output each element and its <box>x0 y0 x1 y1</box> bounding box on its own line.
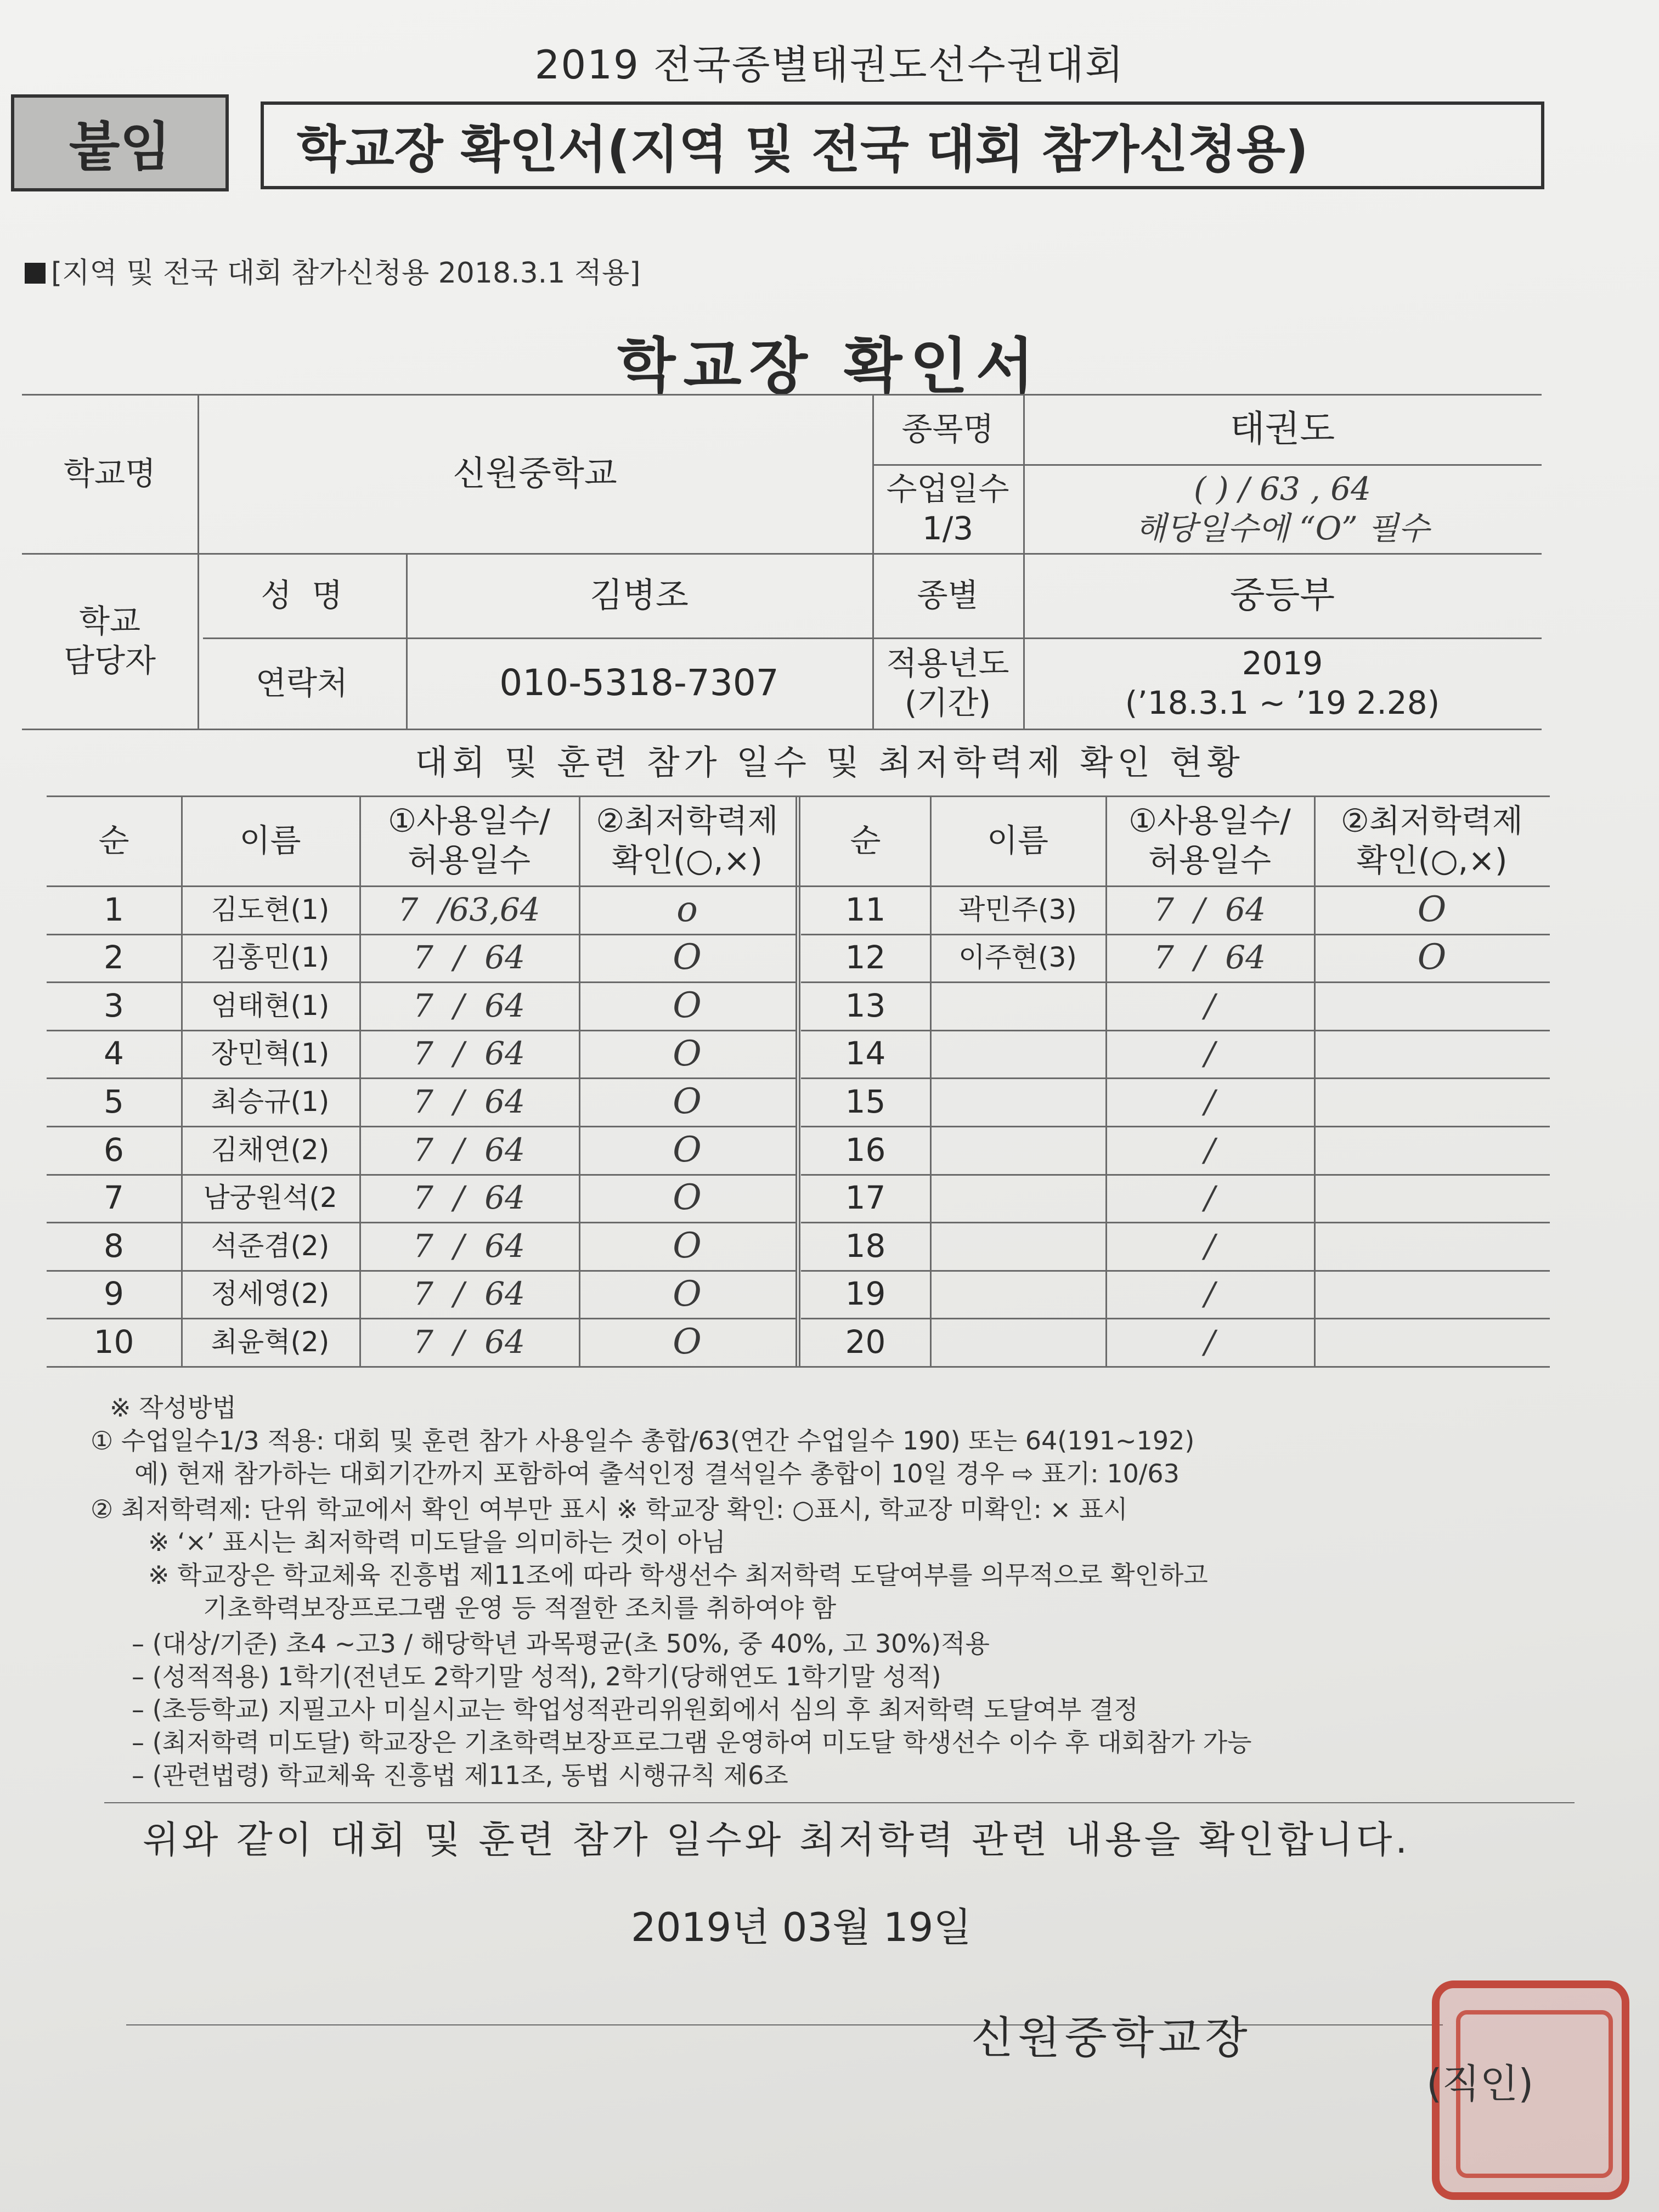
row-check: O <box>673 1129 702 1170</box>
row-check <box>1314 981 1550 1030</box>
header-check-line1: ②최저학력제 <box>596 802 778 839</box>
contact-label: 연락처 <box>255 664 348 702</box>
row-days: 7 / 64 <box>413 1035 525 1073</box>
division: 중등부 <box>1229 573 1335 616</box>
header-name-right: 이름 <box>986 821 1049 859</box>
header-days-line1: ①사용일수/ <box>388 802 550 839</box>
row-days: / <box>1204 1131 1215 1169</box>
note-line: – (대상/기준) 초4 ~고3 / 해당학년 과목평균(초 50%, 중 40%, 고 30%)적용 <box>132 1629 990 1658</box>
header-check-right <box>1314 795 1550 885</box>
row-number: 3 <box>104 986 124 1024</box>
attachment-label: 붙임 <box>11 94 229 191</box>
row-number: 2 <box>104 939 124 977</box>
year-value <box>1023 637 1542 729</box>
stamp-label: (직인) <box>1426 2061 1534 2107</box>
row-divider <box>47 1366 795 1368</box>
class-days-label <box>872 464 1023 553</box>
row-days: 7 / 64 <box>413 1323 525 1361</box>
apply-note <box>25 250 641 291</box>
row-days: 7 / 64 <box>413 1179 525 1217</box>
row-name: 김채연(2) <box>211 1133 330 1166</box>
header-days-line1: ①사용일수/ <box>1128 802 1291 839</box>
note-line: – (관련법령) 학교체육 진흥법 제11조, 동법 시행규칙 제6조 <box>132 1760 788 1790</box>
note-line: – (최저학력 미도달) 학교장은 기초학력보장프로그램 운영하여 미도달 학생선수 이수 후 대회참가 가능 <box>132 1728 1252 1757</box>
event-title: 2019 전국종별태권도선수권대회 <box>534 42 1125 88</box>
note-line: 기초학력보장프로그램 운영 등 적절한 조치를 취하여야 함 <box>203 1593 837 1623</box>
school-name: 신원중학교 <box>453 453 617 494</box>
year-period: (’18.3.1 ~ ’19 2.28) <box>1125 684 1440 721</box>
row-number: 18 <box>845 1227 886 1265</box>
row-check <box>1314 1222 1550 1270</box>
row-number: 7 <box>104 1179 124 1217</box>
header-days-line2: 허용일수 <box>1148 842 1272 879</box>
note-line: – (성적적용) 1학기(전년도 2학기말 성적), 2학기(당해연도 1학기말 성적) <box>132 1662 941 1691</box>
header-check-line2: 확인(○,×) <box>1356 842 1508 879</box>
confirm-date: 2019년 03월 19일 <box>631 1904 972 1950</box>
header-check-line1: ②최저학력제 <box>1340 802 1523 839</box>
row-days: / <box>1204 986 1215 1024</box>
row-name: 곽민주(3) <box>958 893 1077 926</box>
event-type: 태권도 <box>1229 407 1335 450</box>
row-days: / <box>1204 1035 1215 1073</box>
class-days-fraction: ( ) / 63 , 64 <box>1193 470 1372 507</box>
row-days: 7 / 64 <box>413 986 525 1024</box>
row-check <box>1314 1030 1550 1078</box>
contact: 010-5318-7307 <box>499 661 779 704</box>
header-days-left <box>359 795 579 885</box>
row-divider <box>801 1366 1550 1368</box>
row-check: O <box>673 1273 702 1314</box>
header-title: 학교장 확인서(지역 및 전국 대회 참가신청용) <box>261 101 1544 189</box>
doc-title: 학교장 확인서 <box>617 331 1042 402</box>
event-type-label: 종목명 <box>901 410 994 448</box>
row-check <box>1314 1126 1550 1174</box>
manager-label <box>22 553 198 729</box>
row-number: 8 <box>104 1227 124 1265</box>
row-number: 4 <box>104 1035 124 1073</box>
row-days: 7 / 64 <box>413 939 525 977</box>
row-number: 11 <box>845 890 886 928</box>
manager-label-line1: 학교 <box>78 602 141 640</box>
header-days-right <box>1105 795 1314 885</box>
row-check <box>1314 1318 1550 1366</box>
row-number: 13 <box>845 986 886 1024</box>
row-check: O <box>673 1081 702 1122</box>
manager-name: 김병조 <box>590 575 689 616</box>
row-number: 10 <box>93 1323 134 1361</box>
name-label: 성 명 <box>261 576 343 614</box>
row-days: 7 / 64 <box>1154 890 1266 928</box>
header-name-left: 이름 <box>239 821 301 859</box>
confirm-text: 위와 같이 대회 및 훈련 참가 일수와 최저학력 관련 내용을 확인합니다. <box>143 1819 1411 1862</box>
row-name: 이주현(3) <box>958 941 1077 974</box>
note-line: ② 최저학력제: 단위 학교에서 확인 여부만 표시 ※ 학교장 확인: ○표시, 학교장 미확인: × 표시 <box>91 1494 1128 1524</box>
row-number: 14 <box>845 1035 886 1073</box>
header-check-line2: 확인(○,×) <box>612 842 763 879</box>
row-days: 7 / 64 <box>413 1275 525 1313</box>
class-days-note: 해당일수에 “O” 필수 <box>1135 510 1430 547</box>
row-days: 7 / 64 <box>413 1082 525 1120</box>
row-name <box>930 1318 1105 1366</box>
row-name <box>930 1174 1105 1222</box>
row-number: 16 <box>845 1131 886 1169</box>
row-check: O <box>1417 889 1447 930</box>
row-number: 1 <box>104 890 124 928</box>
row-check: O <box>673 937 702 978</box>
row-days: 7 /63,64 <box>398 890 540 928</box>
row-check: o <box>676 889 698 930</box>
header-no-right: 순 <box>850 821 881 859</box>
class-days-value <box>1023 464 1542 553</box>
division-label: 종별 <box>917 576 979 614</box>
row-check: O <box>673 1177 702 1218</box>
row-check: O <box>673 1033 702 1074</box>
row-check <box>1314 1174 1550 1222</box>
row-number: 17 <box>845 1179 886 1217</box>
row-check: O <box>673 1225 702 1266</box>
principal-title: 신원중학교장 <box>971 2012 1252 2063</box>
row-name: 남궁원석(2 <box>203 1182 337 1214</box>
row-name <box>930 1077 1105 1126</box>
year-number: 2019 <box>1242 644 1323 682</box>
year-label-line2: (기간) <box>904 684 991 721</box>
class-days-label-line2: 1/3 <box>922 510 974 547</box>
row-name <box>930 1126 1105 1174</box>
row-name: 정세영(2) <box>211 1278 330 1310</box>
row-check <box>1314 1270 1550 1318</box>
row-number: 12 <box>845 939 886 977</box>
row-name: 최윤혁(2) <box>211 1325 330 1358</box>
row-number: 19 <box>845 1275 886 1313</box>
row-days: / <box>1204 1275 1215 1313</box>
row-days: 7 / 64 <box>413 1131 525 1169</box>
manager-label-line2: 담당자 <box>63 642 156 679</box>
section-title: 대회 및 훈련 참가 일수 및 최저학력제 확인 현황 <box>415 742 1244 782</box>
year-label-line1: 적용년도 <box>886 644 1009 682</box>
row-number: 5 <box>104 1082 124 1120</box>
row-name: 김도현(1) <box>211 893 330 926</box>
row-number: 6 <box>104 1131 124 1169</box>
bullet-square-icon <box>25 263 46 284</box>
row-days: / <box>1204 1227 1215 1265</box>
row-name <box>930 1270 1105 1318</box>
row-name: 엄태현(1) <box>211 989 330 1022</box>
row-check: O <box>673 1322 702 1363</box>
year-label <box>872 637 1023 729</box>
row-name <box>930 1030 1105 1078</box>
row-check <box>1314 1077 1550 1126</box>
note-line: 예) 현재 참가하는 대회기간까지 포함하여 출석인정 결석일수 총합이 10일 경우 ⇨ 표기: 10/63 <box>134 1459 1180 1488</box>
note-line: ※ 작성방법 <box>110 1393 236 1423</box>
row-name <box>930 1222 1105 1270</box>
note-line: ※ 학교장은 학교체육 진흥법 제11조에 따라 학생선수 최저학력 도달여부를 의무적으로 확인하고 <box>148 1560 1208 1590</box>
note-line: ※ ‘×’ 표시는 최저학력 미도달을 의미하는 것이 아님 <box>148 1527 726 1557</box>
row-name: 최승규(1) <box>211 1085 330 1118</box>
row-days: / <box>1204 1323 1215 1361</box>
row-number: 20 <box>845 1323 886 1361</box>
row-name: 석준겸(2) <box>211 1229 330 1262</box>
header-check-left <box>579 795 795 885</box>
row-days: 7 / 64 <box>413 1227 525 1265</box>
note-line: ① 수업일수1/3 적용: 대회 및 훈련 참가 사용일수 총합/63(연간 수업일수 190) 또는 64(191~192) <box>91 1426 1195 1455</box>
row-check: O <box>673 985 702 1026</box>
apply-note-text: [지역 및 전국 대회 참가신청용 2018.3.1 적용] <box>51 257 641 290</box>
header-days-line2: 허용일수 <box>407 842 531 879</box>
row-name <box>930 981 1105 1030</box>
row-number: 15 <box>845 1082 886 1120</box>
class-days-label-line1: 수업일수 <box>886 470 1009 507</box>
school-name-label: 학교명 <box>63 454 156 492</box>
row-name: 장민혁(1) <box>211 1037 330 1070</box>
header-no-left: 순 <box>98 821 129 859</box>
row-name: 김홍민(1) <box>211 941 330 974</box>
row-days: 7 / 64 <box>1154 939 1266 977</box>
row-check: O <box>1417 937 1447 978</box>
row-days: / <box>1204 1082 1215 1120</box>
row-days: / <box>1204 1179 1215 1217</box>
note-line: – (초등학교) 지필고사 미실시교는 학업성적관리위원회에서 심의 후 최저학력 도달여부 결정 <box>132 1695 1138 1724</box>
row-number: 9 <box>104 1275 124 1313</box>
